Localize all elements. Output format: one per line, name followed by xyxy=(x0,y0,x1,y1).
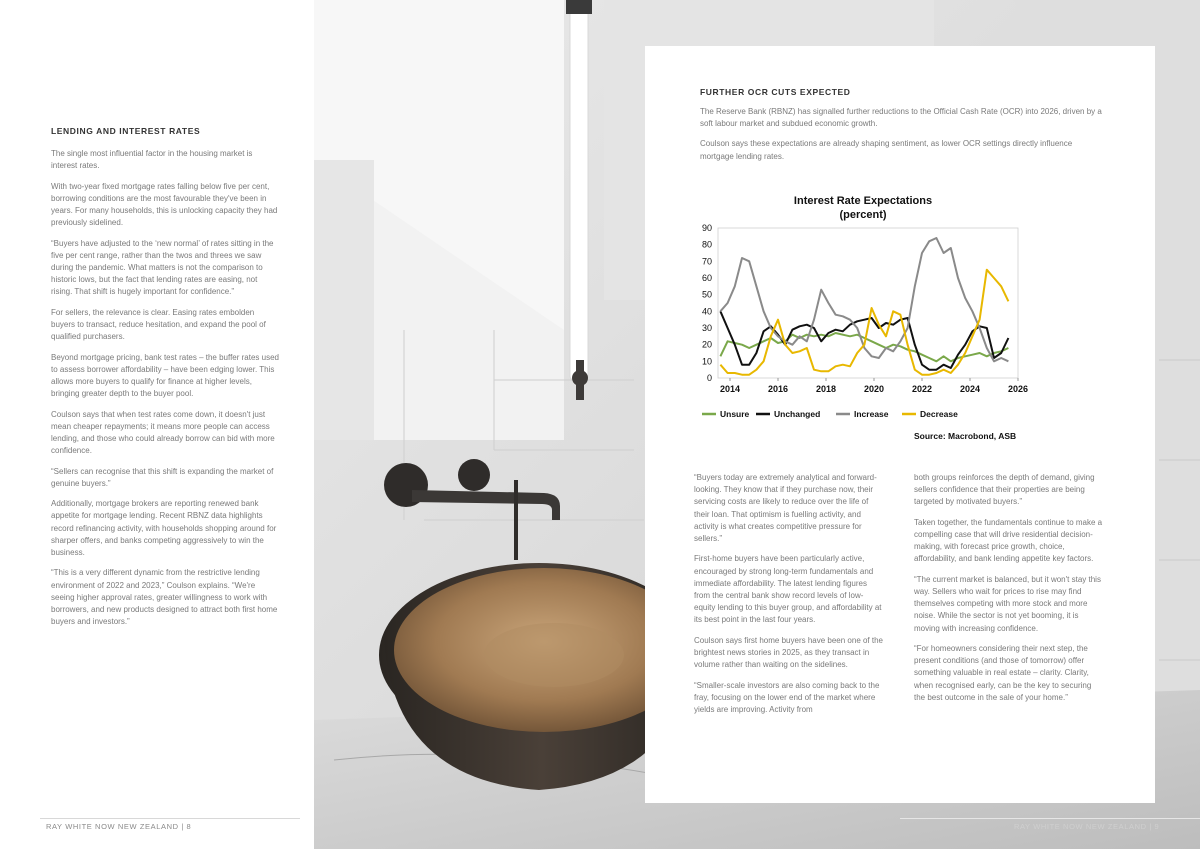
left-text-column xyxy=(0,0,314,849)
legend-label: Increase xyxy=(854,409,889,419)
y-tick-label: 60 xyxy=(701,273,712,283)
interest-rate-chart xyxy=(690,188,1040,446)
y-tick-label: 10 xyxy=(701,356,712,367)
y-tick-label: 20 xyxy=(701,339,712,350)
intro-paragraph: The Reserve Bank (RBNZ) has signalled further reductions to the Official Cash Rate (OCR) into 2026, driven by a soft labour market and subdued economic growth. xyxy=(700,107,1102,129)
y-tick-label: 90 xyxy=(701,223,712,233)
paragraph: “Buyers have adjusted to the ‘new normal’ of rates sitting in the five per cent range, rather than the twos and threes we saw during the pandemic. What matters is not the comparison to historic lows, but the fact that lending rates are easing, not rising. That shift is hugely important for confidence.” xyxy=(51,238,274,297)
paragraph: With two-year fixed mortgage rates falling below five per cent, borrowing conditions are the most favourable they've been in years. For many households, this is unlocking capacity they had previously sidelined. xyxy=(51,181,278,228)
paragraph: “Smaller-scale investors are also coming back to the fray, focusing on the lower end of the market where yields are improving. Activity from xyxy=(694,680,880,715)
paragraph: Taken together, the fundamentals continue to make a compelling case that will drive residential decision-making, with forecast price growth, choice, affordability, and bank lending appetite key factors. xyxy=(914,517,1103,564)
x-tick-label: 2014 xyxy=(719,384,741,394)
paragraph: Coulson says first home buyers have been one of the brightest news stories in 2025, as they transact in volume rather than waiting on the sidelines. xyxy=(694,635,883,670)
y-tick-label: 40 xyxy=(701,306,712,317)
chart-series xyxy=(720,238,1008,375)
footer-divider-right xyxy=(900,818,1200,819)
x-tick-label: 2020 xyxy=(863,384,885,394)
paragraph: The single most influential factor in the housing market is interest rates. xyxy=(51,149,253,171)
series-line-decrease xyxy=(720,270,1008,375)
card-intro xyxy=(700,106,1105,171)
x-tick-label: 2018 xyxy=(815,384,837,394)
legend-label: Unsure xyxy=(720,409,750,419)
intro-paragraph: Coulson says these expectations are already shaping sentiment, as lower OCR settings directly influence mortgage lending rates. xyxy=(700,139,1073,161)
paragraph: “The current market is balanced, but it won't stay this way. Sellers who wait for prices to rise may find themselves competing with more stock and more noise. While the sector is not yet booming, it is moving with increasing confidence. xyxy=(914,574,1101,633)
y-tick-label: 30 xyxy=(701,323,712,333)
x-tick-label: 2022 xyxy=(911,384,933,394)
paragraph: “This is a very different dynamic from the restrictive lending environment of 2022 and 2023,” Coulson explains. “We're seeing higher approval rates, greater willingness to work with borrowers, and new products designed to attract both first home buyers and investors.” xyxy=(51,568,278,627)
page-footer-right: RAY WHITE NOW NEW ZEALAND | 9 xyxy=(1014,822,1160,831)
x-tick-label: 2024 xyxy=(959,384,981,394)
chart-source: Source: Macrobond, ASB xyxy=(914,431,1017,441)
legend-label: Decrease xyxy=(920,409,958,419)
chart-axes xyxy=(702,223,1028,394)
paragraph: “Buyers today are extremely analytical and forward-looking. They know that if they purchase now, their servicing costs are likely to reduce over the life of their loan. That optimism is fuelling activity, and activity is what creates competitive pressure for sellers.” xyxy=(694,473,877,544)
y-tick-label: 50 xyxy=(701,289,712,300)
paragraph: both groups reinforces the depth of demand, giving sellers confidence that their properties are being targeted by motivated buyers.” xyxy=(914,473,1095,507)
legend-label: Unchanged xyxy=(774,409,821,419)
card-column-2 xyxy=(914,472,1104,712)
footer-divider-left xyxy=(40,818,300,819)
paragraph: “For homeowners considering their next step, the present conditions (and those of tomorrow) offer something valuable in real estate – clarity. Clarity, when recognised early, can be the key to securing the best outcome in the sale of your home.” xyxy=(914,644,1092,702)
page-footer-left: RAY WHITE NOW NEW ZEALAND | 8 xyxy=(46,822,192,831)
paragraph: First-home buyers have been particularly active, encouraged by strong long-term fundamentals and immediate affordability. The latest lending figures from the central bank show record levels of low-equity lending to this buyer group, and affordability at its best point in the last four years. xyxy=(694,554,882,625)
paragraph: Additionally, mortgage brokers are reporting renewed bank appetite for mortgage lending. Recent RBNZ data highlights record refinancing activity, with households shopping around for sharper offers, and banks competing aggressively to win the business. xyxy=(51,499,277,557)
x-tick-label: 2016 xyxy=(767,384,789,394)
paragraph: “Sellers can recognise that this shift is expanding the market of genuine buyers.” xyxy=(51,466,274,488)
paragraph: Coulson says that when test rates come down, it doesn't just mean cheaper repayments; it means more people can access lending, and those who could already borrow can bid with more confidence. xyxy=(51,409,275,456)
chart-subtitle: (percent) xyxy=(839,209,887,221)
chart-legend xyxy=(702,409,958,419)
card-column-1 xyxy=(694,472,884,724)
section-heading-lending: LENDING AND INTEREST RATES xyxy=(51,126,201,136)
x-tick-label: 2026 xyxy=(1007,384,1029,394)
y-tick-label: 80 xyxy=(701,239,712,250)
y-tick-label: 70 xyxy=(701,256,712,267)
left-body xyxy=(51,148,279,637)
chart-title: Interest Rate Expectations xyxy=(793,195,933,207)
chart-svg xyxy=(690,188,1040,446)
section-heading-ocr: FURTHER OCR CUTS EXPECTED xyxy=(700,87,851,97)
paragraph: For sellers, the relevance is clear. Easing rates embolden buyers to transact, reduce hesitation, and expand the pool of qualified purchasers. xyxy=(51,307,266,342)
y-tick-label: 0 xyxy=(706,373,712,383)
paragraph: Beyond mortgage pricing, bank test rates – the buffer rates used to assess borrower affordability – have been edging lower. This allows more buyers to qualify for finance at higher levels, bringing greater depth to the buyer pool. xyxy=(51,352,279,399)
